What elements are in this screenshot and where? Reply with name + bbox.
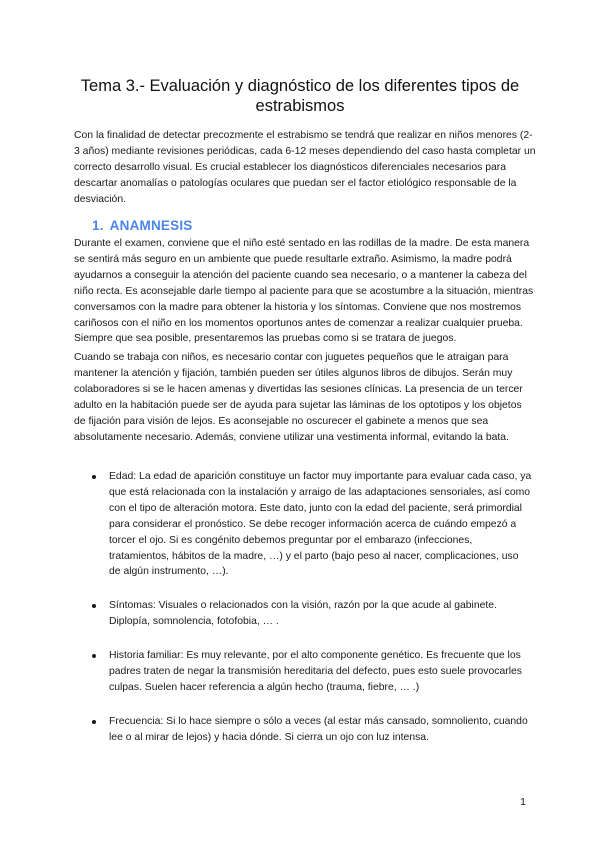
- list-item-sintomas: [92, 598, 532, 630]
- page-title: Tema 3.- Evaluación y diagnóstico de los diferentes tipos de estrabismos: [80, 77, 520, 115]
- section-heading-anamnesis: [92, 218, 192, 234]
- section-title: ANAMNESIS: [109, 218, 193, 233]
- anamnesis-paragraph-2: Cuando se trabaja con niños, es necesario contar con juguetes pequeños que le atraigan para mantener la atención y fijación, también pueden ser útiles algunos libros de dibujos. Serán muy colaboradores si se le hacen amenas y divertidas las sesiones clínicas. La presencia de un tercer adulto en la habitación puede ser de ayuda para sujetar las láminas de los optotipos y los objetos de fijación para visión de lejos. Es aconsejable no oscurecer el gabinete a menos que sea absolutamente necesario. Además, conviene utilizar una vestimenta informal, evitando la bata.: [74, 352, 523, 443]
- anamnesis-paragraph-1: Durante el examen, conviene que el niño esté sentado en las rodillas de la madre. De esta manera se sentirá más seguro en un ambiente que puede resultarle extraño. Asimismo, la madre podrá ayudarnos a conseguir la atención del paciente cuando sea necesario, o a mantener la cabeza del niño recta. Es aconsejable darle tiempo al paciente para que se acostumbre a la situación, mientras conversamos con la madre para obtener la historia y los síntomas. Conviene que nos mostremos cariñosos con el niño en los momentos oportunos antes de comenzar a realizar cualquier prueba. Siempre que sea posible, presentaremos las pruebas como si se tratara de juegos.: [74, 238, 534, 345]
- list-item-historia-familiar: [92, 648, 532, 696]
- list-item-text: Historia familiar: Es muy relevante, por el alto componente genético. Es frecuente que los padres traten de negar la transmisión hereditaria del defecto, pues esto suele provocarles culpas. Suelen hacer referencia a algún hecho (trauma, fiebre, … .): [109, 650, 522, 693]
- bullet-dot-icon: [92, 720, 96, 724]
- list-item-text: Frecuencia: Si lo hace siempre o sólo a veces (al estar más cansado, somnoliento, cuando lee o al mirar de lejos) y hacia dónde. Si cierra un ojo con luz intensa.: [109, 715, 528, 743]
- intro-paragraph: Con la finalidad de detectar precozmente el estrabismo se tendrá que realizar en niños menores (2-3 años) mediante revisiones periódicas, cada 6-12 meses dependiendo del caso hasta completar un correcto desarrollo visual. Es crucial establecer los diagnósticos diferenciales necesarios para descartar anomalías o patologías oculares que puedan ser el factor etiológico responsable de la desviación.: [74, 130, 536, 205]
- anamnesis-bullet-list: [92, 469, 532, 764]
- list-item-edad: [92, 469, 532, 580]
- bullet-dot-icon: [92, 654, 96, 658]
- section-number: 1.: [92, 218, 104, 233]
- list-item-frecuencia: [92, 714, 532, 746]
- list-item-text: Síntomas: Visuales o relacionados con la visión, razón por la que acude al gabinete. Diplopía, somnolencia, fotofobia, … .: [109, 600, 497, 628]
- list-item-text: Edad: La edad de aparición constituye un factor muy importante para evaluar cada caso, ya que está relacionada con la instalación y arraigo de las adaptaciones sensoriales, así como con el tipo de alteración motora. Este dato, junto con la edad del paciente, será primordial para considerar el pronóstico. Se debe recoger información acerca de cuándo empezó a torcer el ojo. Si es congénito debemos preguntar por el embarazo (infecciones, tratamientos, hábitos de la madre, …) y el parto (bajo peso al nacer, complicaciones, uso de algún instrumento, …).: [109, 471, 532, 578]
- bullet-dot-icon: [92, 475, 96, 479]
- bullet-dot-icon: [92, 604, 96, 608]
- page-number: 1: [520, 796, 526, 808]
